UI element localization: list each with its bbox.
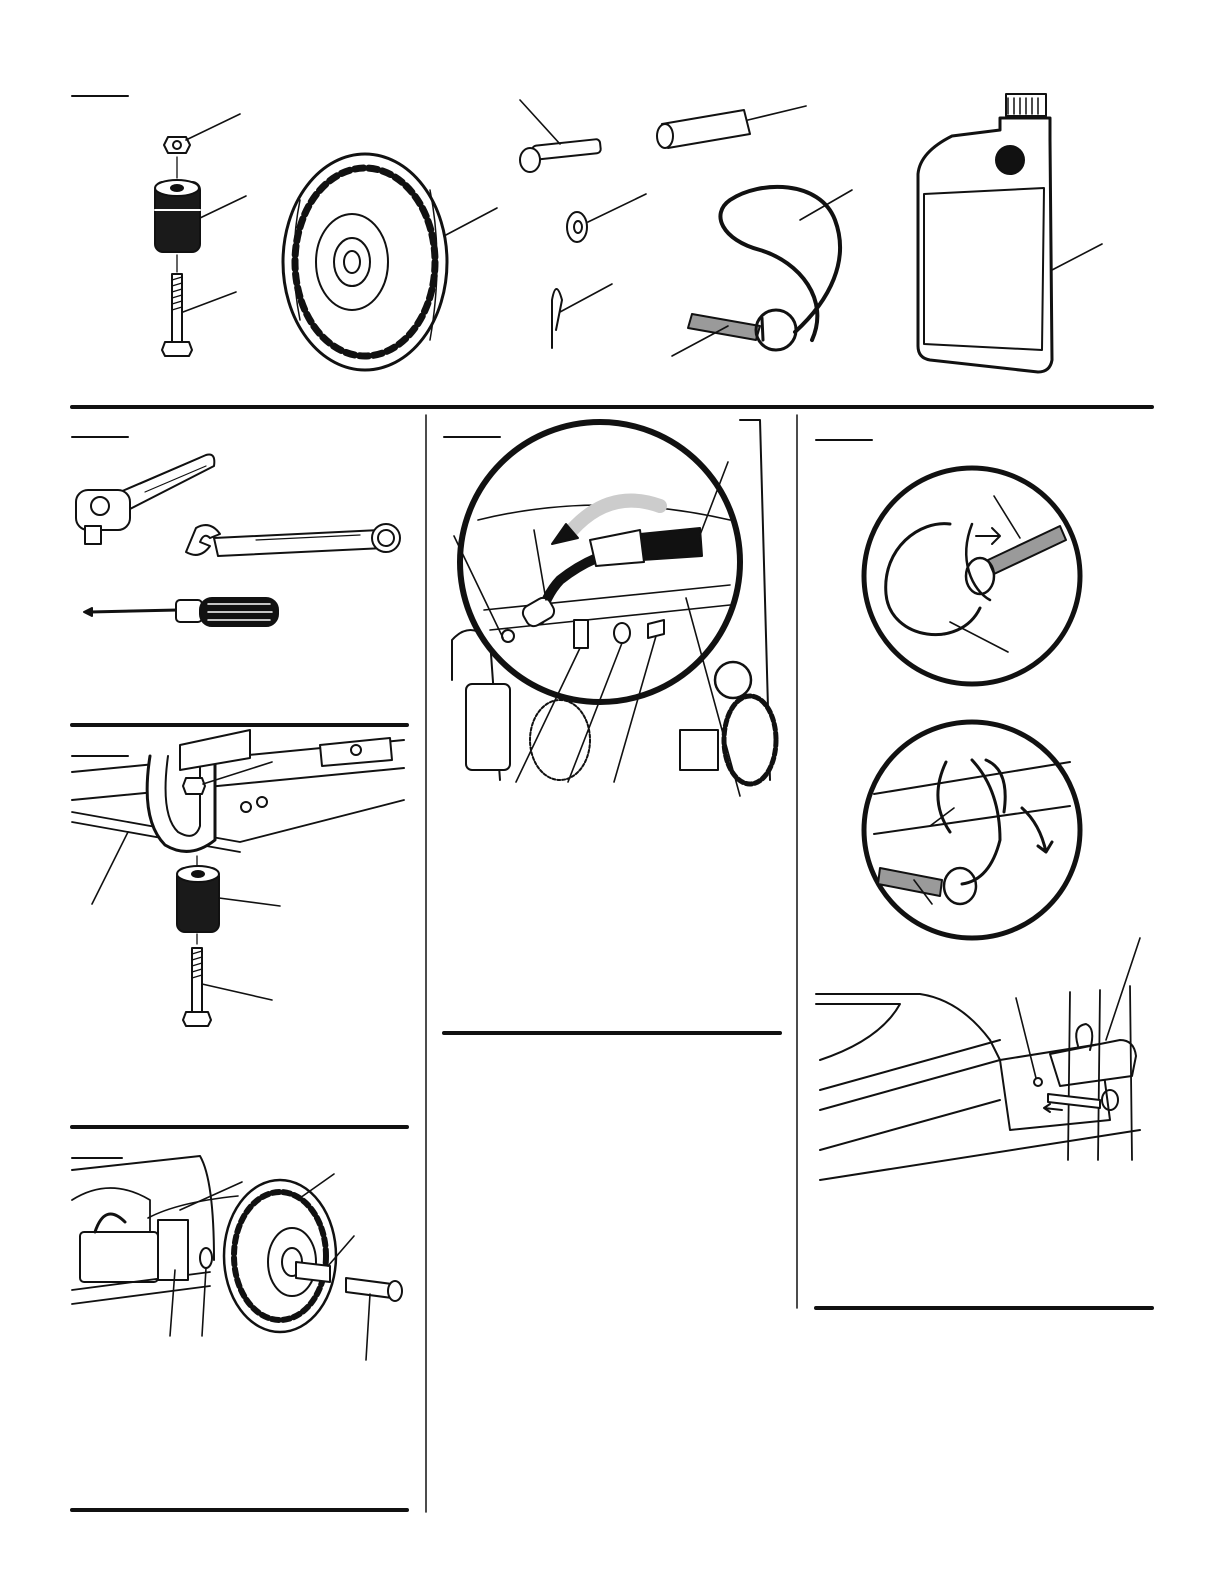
figure-2-tools [76,454,400,626]
ratchet-icon [76,454,214,544]
bolt-icon [162,274,236,356]
hairpin-clip-icon [552,284,612,348]
lanyard-pin-icon [672,187,852,356]
spacer-tube-icon [657,106,806,148]
figure-3-foot-install [72,730,404,1026]
washer-icon [567,194,646,242]
figure-4-wheel-install [72,1156,402,1360]
axle-bolt-icon [346,1278,402,1360]
figure-1-loose-parts [155,94,1102,372]
nut-icon [164,114,240,153]
rubber-foot-icon [177,866,280,932]
wrench-icon [186,524,400,556]
axle-bolt-icon [520,100,601,172]
screwdriver-icon [84,598,278,626]
oil-bottle-icon [918,94,1102,372]
figure-6-handle-pin [816,468,1140,1180]
washer-icon [200,1248,212,1336]
tire-icon [283,154,497,370]
tire-icon [224,1174,336,1332]
bolt-icon [183,948,272,1026]
rubber-foot-icon [155,157,246,272]
figure-5-battery-connection [452,420,776,796]
